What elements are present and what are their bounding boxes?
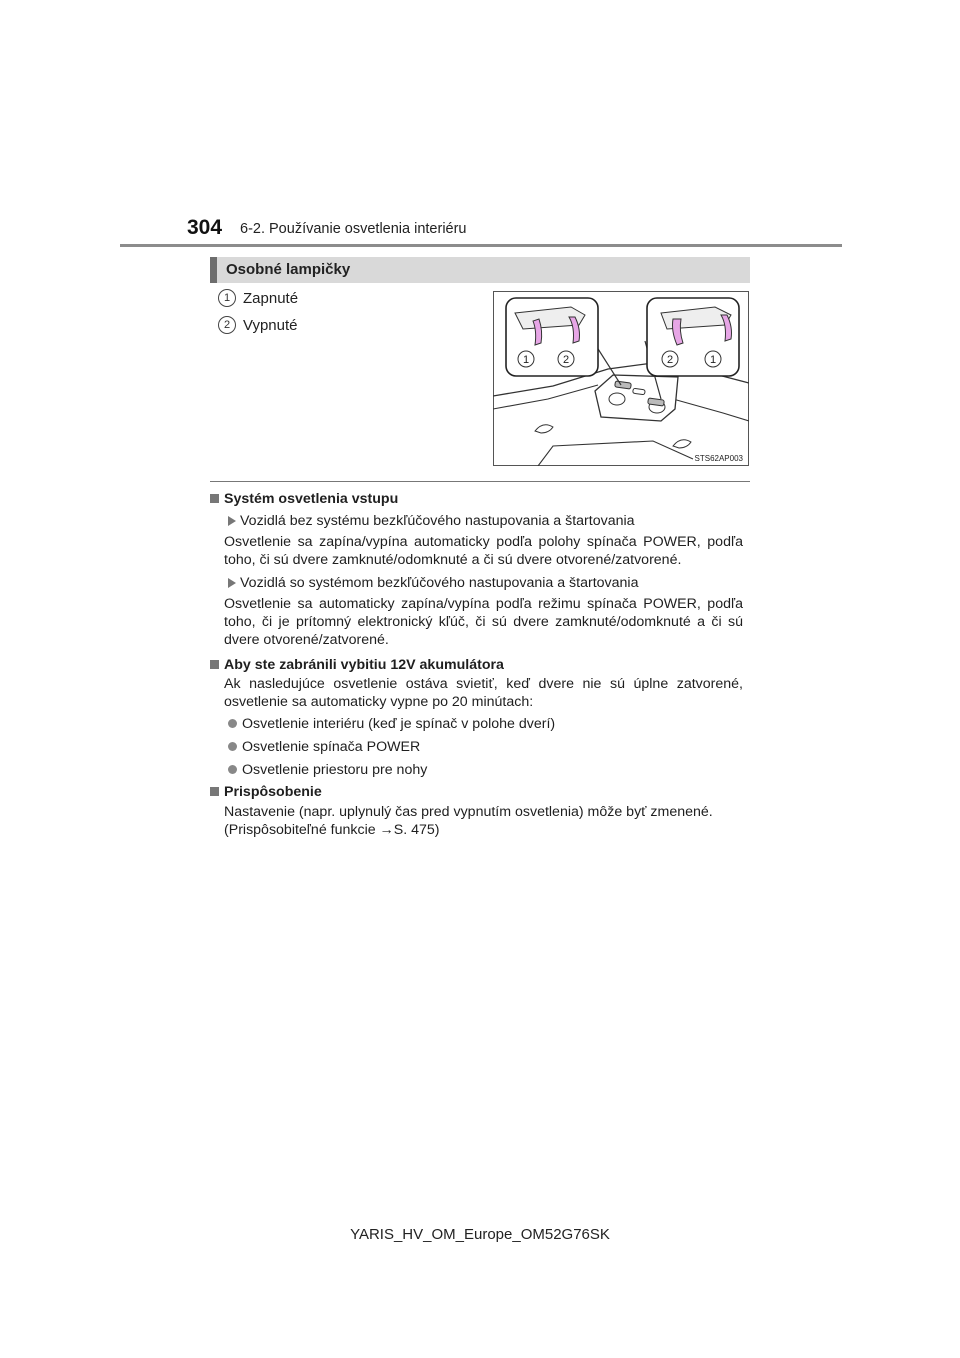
triangle-bullet-icon — [228, 516, 236, 526]
item-label-on: Zapnuté — [243, 290, 299, 307]
item-number-2: 2 — [218, 316, 236, 334]
document-id: YARIS_HV_OM_Europe_OM52G76SK — [350, 1226, 610, 1243]
entry-system-heading: Systém osvetlenia vstupu — [210, 490, 398, 508]
callout-right-1: 1 — [709, 354, 717, 366]
entry-sub2-title: Vozidlá so systémom bezkľúčového nastupovania a štartovania — [228, 574, 638, 592]
battery-bullet-1: Osvetlenie interiéru (keď je spínač v polohe dverí) — [228, 715, 555, 733]
battery-text: Ak nasledujúce osvetlenie ostáva svietiť, keď dvere nie sú úplne zatvorené, osvetlenie sa automaticky vypne po 20 minútach: — [224, 676, 743, 710]
page-number: 304 — [187, 216, 223, 239]
dot-bullet-icon — [228, 719, 237, 728]
chapter-title: 6-2. Používanie osvetlenia interiéru — [240, 221, 467, 237]
triangle-bullet-icon — [228, 578, 236, 588]
entry-sub1-text: Osvetlenie sa zapína/vypína automaticky podľa polohy spínača POWER, podľa toho, či sú dvere zamknuté/odomknuté a či sú dvere otvorené/zatvorené. — [224, 534, 743, 568]
entry-sub1-title: Vozidlá bez systému bezkľúčového nastupovania a štartovania — [228, 512, 635, 530]
callout-right-2: 2 — [666, 354, 674, 366]
battery-heading: Aby ste zabránili vybitiu 12V akumulátora — [210, 656, 504, 674]
section-title: Osobné lampičky — [226, 261, 351, 278]
callout-left-1: 1 — [522, 354, 530, 366]
square-bullet-icon — [210, 494, 219, 503]
item-number-1: 1 — [218, 289, 236, 307]
section-divider — [210, 481, 750, 482]
battery-bullet-2: Osvetlenie spínača POWER — [228, 738, 420, 756]
battery-bullet-3: Osvetlenie priestoru pre nohy — [228, 761, 427, 779]
callout-left-2: 2 — [562, 354, 570, 366]
figure-code: STS62AP003 — [694, 454, 743, 463]
dot-bullet-icon — [228, 765, 237, 774]
header-divider — [120, 244, 842, 247]
dot-bullet-icon — [228, 742, 237, 751]
customize-text-line1: Nastavenie (napr. uplynulý čas pred vypnutím osvetlenia) môže byť zmenené. — [224, 804, 713, 820]
square-bullet-icon — [210, 787, 219, 796]
square-bullet-icon — [210, 660, 219, 669]
personal-lights-illustration — [493, 291, 749, 466]
customize-text-line2: (Prispôsobiteľné funkcie →S. 475) — [224, 822, 440, 838]
item-label-off: Vypnuté — [243, 317, 298, 334]
section-header — [210, 257, 750, 283]
entry-sub2-text: Osvetlenie sa automaticky zapína/vypína podľa režimu spínača POWER, podľa toho, či je prítomný elektronický kľúč, či sú dvere zamknuté/odomknuté a či sú dvere otvorené/zatvorené. — [224, 596, 743, 648]
customize-heading: Prispôsobenie — [210, 783, 322, 801]
section-accent — [210, 257, 217, 283]
